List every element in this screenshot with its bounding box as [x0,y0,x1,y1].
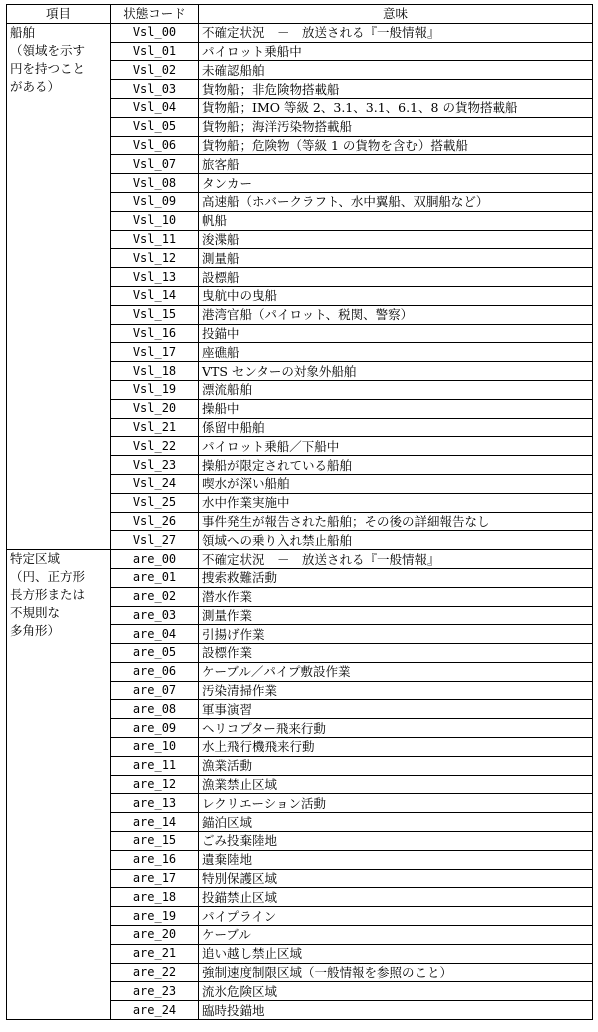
meaning-cell: 浚渫船 [199,230,593,249]
status-code-cell: Vsl_22 [111,437,199,456]
meaning-cell: 設標船 [199,268,593,287]
meaning-cell: 領域への乗り入れ禁止船舶 [199,531,593,550]
meaning-cell: 軍事演習 [199,700,593,719]
header-meaning: 意味 [199,5,593,24]
meaning-cell: 高速船（ホバークラフト、水中翼船、双胴船など） [199,192,593,211]
status-code-cell: are_18 [111,888,199,907]
status-code-cell: Vsl_09 [111,192,199,211]
item-label-line: （円、正方形 [10,569,86,585]
status-code-cell: are_23 [111,982,199,1001]
meaning-cell: 引揚げ作業 [199,625,593,644]
status-code-cell: are_09 [111,719,199,738]
item-label-line: 円を持つこと [10,60,86,76]
status-code-cell: Vsl_23 [111,456,199,475]
meaning-cell: 追い越し禁止区域 [199,944,593,963]
item-label-line: （領域を示す [10,42,86,58]
status-code-cell: Vsl_14 [111,286,199,305]
status-code-cell: Vsl_03 [111,80,199,99]
status-code-cell: Vsl_05 [111,117,199,136]
status-code-cell: Vsl_13 [111,268,199,287]
status-code-cell: Vsl_10 [111,211,199,230]
status-code-cell: are_05 [111,644,199,663]
status-code-cell: are_07 [111,681,199,700]
status-code-cell: Vsl_27 [111,531,199,550]
meaning-cell: 投錨中 [199,324,593,343]
meaning-cell: 漁業活動 [199,756,593,775]
status-code-cell: Vsl_11 [111,230,199,249]
meaning-cell: 貨物船；危険物（等級 1 の貨物を含む）搭載船 [199,136,593,155]
meaning-cell: 水中作業実施中 [199,493,593,512]
meaning-cell: 旅客船 [199,155,593,174]
status-code-cell: Vsl_16 [111,324,199,343]
status-code-cell: are_02 [111,587,199,606]
status-code-cell: Vsl_02 [111,61,199,80]
meaning-cell: レクリエーション活動 [199,794,593,813]
status-code-cell: Vsl_18 [111,362,199,381]
status-code-cell: Vsl_19 [111,380,199,399]
meaning-cell: 流氷危険区域 [199,982,593,1001]
status-code-cell: Vsl_21 [111,418,199,437]
meaning-cell: 潜水作業 [199,587,593,606]
meaning-cell: 捜索救難活動 [199,568,593,587]
header-item: 項目 [7,5,111,24]
status-code-cell: Vsl_08 [111,174,199,193]
status-code-cell: are_01 [111,568,199,587]
meaning-cell: パイロット乗船／下船中 [199,437,593,456]
item-cell [7,550,111,1020]
meaning-cell: 測量作業 [199,606,593,625]
item-label-line: がある） [10,78,61,94]
status-code-cell: Vsl_04 [111,98,199,117]
status-code-cell: are_12 [111,775,199,794]
status-code-cell: Vsl_25 [111,493,199,512]
meaning-cell: 測量船 [199,249,593,268]
status-code-table [6,4,593,1020]
status-code-cell: are_22 [111,963,199,982]
item-label-line: 船舶 [10,24,36,40]
status-code-cell: are_21 [111,944,199,963]
item-label-line: 特定区域 [10,551,61,567]
meaning-cell: 係留中船舶 [199,418,593,437]
meaning-cell: 貨物船；IMO 等級 2、3.1、3.1、6.1、8 の貨物搭載船 [199,98,593,117]
status-code-cell: are_15 [111,832,199,851]
status-code-cell: Vsl_26 [111,512,199,531]
status-code-cell: are_19 [111,907,199,926]
status-code-cell: Vsl_15 [111,305,199,324]
status-code-cell: are_10 [111,738,199,757]
status-code-cell: Vsl_06 [111,136,199,155]
meaning-cell: 座礁船 [199,343,593,362]
table-body [7,23,593,1019]
status-code-cell: Vsl_12 [111,249,199,268]
status-code-cell: Vsl_24 [111,474,199,493]
meaning-cell: 操船が限定されている船舶 [199,456,593,475]
item-label-line: 多角形） [10,623,61,639]
status-code-cell: are_20 [111,926,199,945]
meaning-cell: ごみ投棄陸地 [199,832,593,851]
meaning-cell: 錨泊区域 [199,813,593,832]
status-code-cell: are_04 [111,625,199,644]
status-code-cell: are_08 [111,700,199,719]
meaning-cell: 港湾官船（パイロット、税関、警察） [199,305,593,324]
meaning-cell: 設標作業 [199,644,593,663]
status-code-cell: are_16 [111,850,199,869]
meaning-cell: 操船中 [199,399,593,418]
header-code: 状態コード [111,5,199,24]
status-code-cell: are_17 [111,869,199,888]
status-code-cell: are_11 [111,756,199,775]
meaning-cell: ケーブル [199,926,593,945]
meaning-cell: 漂流船舶 [199,380,593,399]
table-row [7,550,593,569]
status-code-cell: Vsl_01 [111,42,199,61]
status-code-cell: are_24 [111,1001,199,1020]
meaning-cell: タンカー [199,174,593,193]
meaning-cell: 未確認船舶 [199,61,593,80]
meaning-cell: 事件発生が報告された船舶；その後の詳細報告なし [199,512,593,531]
meaning-cell: 水上飛行機飛来行動 [199,738,593,757]
meaning-cell: 特別保護区域 [199,869,593,888]
meaning-cell: 不確定状況 － 放送される『一般情報』 [199,23,593,42]
meaning-cell: 臨時投錨地 [199,1001,593,1020]
meaning-cell: 投錨禁止区域 [199,888,593,907]
header-row [7,5,593,24]
meaning-cell: 漁業禁止区域 [199,775,593,794]
item-label-line: 長方形または [10,587,86,603]
status-code-cell: are_14 [111,813,199,832]
meaning-cell: 曳航中の曳船 [199,286,593,305]
status-code-cell: Vsl_00 [111,23,199,42]
meaning-cell: 貨物船；海洋汚染物搭載船 [199,117,593,136]
item-label-line: 不規則な [10,605,61,621]
status-code-cell: are_13 [111,794,199,813]
meaning-cell: 帆船 [199,211,593,230]
meaning-cell: 汚染清掃作業 [199,681,593,700]
meaning-cell: VTS センターの対象外船舶 [199,362,593,381]
status-code-cell: Vsl_20 [111,399,199,418]
meaning-cell: 強制速度制限区域（一般情報を参照のこと） [199,963,593,982]
meaning-cell: 不確定状況 － 放送される『一般情報』 [199,550,593,569]
meaning-cell: パイプライン [199,907,593,926]
meaning-cell: ケーブル／パイプ敷設作業 [199,662,593,681]
meaning-cell: 遺棄陸地 [199,850,593,869]
status-code-cell: Vsl_07 [111,155,199,174]
status-code-cell: Vsl_17 [111,343,199,362]
meaning-cell: 貨物船；非危険物搭載船 [199,80,593,99]
table-row [7,23,593,42]
meaning-cell: ヘリコプター飛来行動 [199,719,593,738]
status-code-cell: are_00 [111,550,199,569]
status-code-cell: are_03 [111,606,199,625]
meaning-cell: パイロット乗船中 [199,42,593,61]
meaning-cell: 喫水が深い船舶 [199,474,593,493]
status-code-cell: are_06 [111,662,199,681]
item-cell [7,23,111,549]
